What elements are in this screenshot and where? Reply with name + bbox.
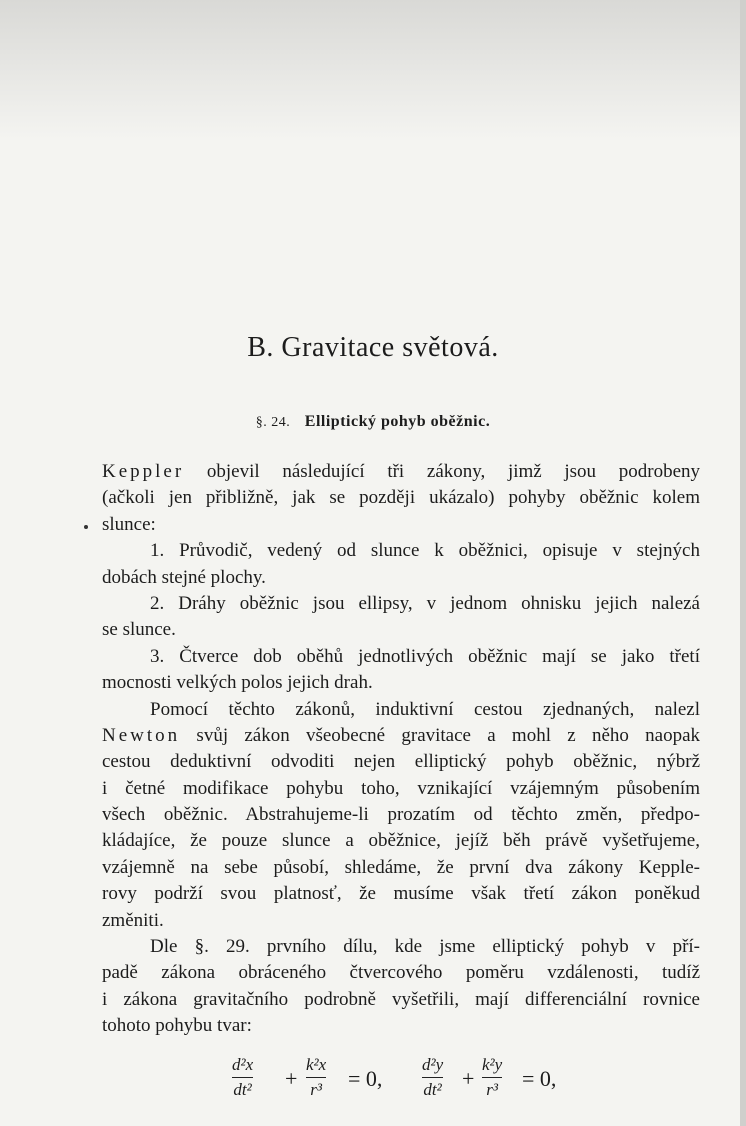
- plus-sign: +: [285, 1066, 298, 1091]
- text-line: slunce:: [102, 513, 156, 535]
- equals-zero: = 0,: [348, 1066, 383, 1091]
- fraction-d2y-dt2: d²y dt²: [422, 1055, 444, 1099]
- section-number: §. 24.: [255, 415, 291, 430]
- text-line: Pomocí těchto zákonů, induktivní cestou zjednaných, nalezl: [150, 698, 700, 720]
- text-line: 3. Čtverce dob oběhů jednotlivých oběžnic mají se jako třetí: [150, 645, 700, 667]
- text-line: 2. Dráhy oběžnic jsou ellipsy, v jednom ohnisku jejich nalezá: [150, 592, 700, 614]
- text-line: (ačkoli jen přibližně, jak se později ukázalo) pohyby oběžnic kolem: [102, 487, 700, 509]
- text-line: se slunce.: [102, 619, 176, 641]
- text-line: Keppler objevil následující tři zákony, jimž jsou podrobeny: [102, 461, 700, 482]
- section-title: [0, 413, 746, 431]
- page-right-edge: [740, 0, 746, 1126]
- text-line: dobách stejné plochy.: [102, 566, 266, 588]
- text-line: všech oběžnic. Abstrahujeme-li prozatím od těchto změn, předpo-: [102, 804, 700, 826]
- section-name: Elliptický pohyb oběžnic.: [304, 413, 491, 430]
- body-text: [102, 459, 700, 1040]
- newton-name: Newton: [102, 724, 181, 746]
- fraction-k2y-r3: k²y r³: [482, 1055, 503, 1099]
- fraction-k2x-r3: k²x r³: [306, 1055, 327, 1099]
- text-line: padě zákona obráceného čtvercového poměru vzdálenosti, tudíž: [102, 962, 700, 984]
- text-line: cestou deduktivní odvoditi nejen elliptický pohyb oběžnic, nýbrž: [102, 751, 700, 773]
- text-line: změniti.: [102, 909, 164, 931]
- page-top-shading: [0, 0, 746, 140]
- text-line: Newton svůj zákon všeobecné gravitace a mohl z něho naopak: [102, 724, 700, 746]
- text-line: i četné modifikace pohybu toho, vznikající vzájemným působením: [102, 777, 700, 799]
- text-line: Dle §. 29. prvního dílu, kde jsme elliptický pohyb v pří-: [150, 936, 700, 958]
- author-name: Keppler: [102, 461, 185, 482]
- print-speck: [84, 525, 88, 529]
- text-line: 1. Průvodič, vedený od slunce k oběžnici, opisuje v stejných: [150, 540, 700, 562]
- text-line: vzájemně na sebe působí, shledáme, že první dva zákony Kepple-: [102, 856, 700, 878]
- text-line: kládajíce, že pouze slunce a oběžnice, jejíž běh právě vyšetřujeme,: [102, 830, 700, 852]
- text-line: tohoto pohybu tvar:: [102, 1015, 252, 1037]
- fraction-d2x-dt2: d²x dt²: [232, 1055, 254, 1099]
- plus-sign: +: [462, 1066, 475, 1091]
- differential-equations: [0, 1054, 746, 1108]
- text-line: mocnosti velkých polos jejich drah.: [102, 672, 373, 694]
- text-line: rovy podrží svou platnosť, že musíme však třetí zákon poněkud: [102, 883, 700, 905]
- equals-zero: = 0,: [522, 1066, 557, 1091]
- chapter-heading: B. Gravitace světová.: [247, 332, 499, 363]
- text-line: i zákona gravitačního podrobně vyšetřili, mají differenciální rovnice: [102, 988, 700, 1010]
